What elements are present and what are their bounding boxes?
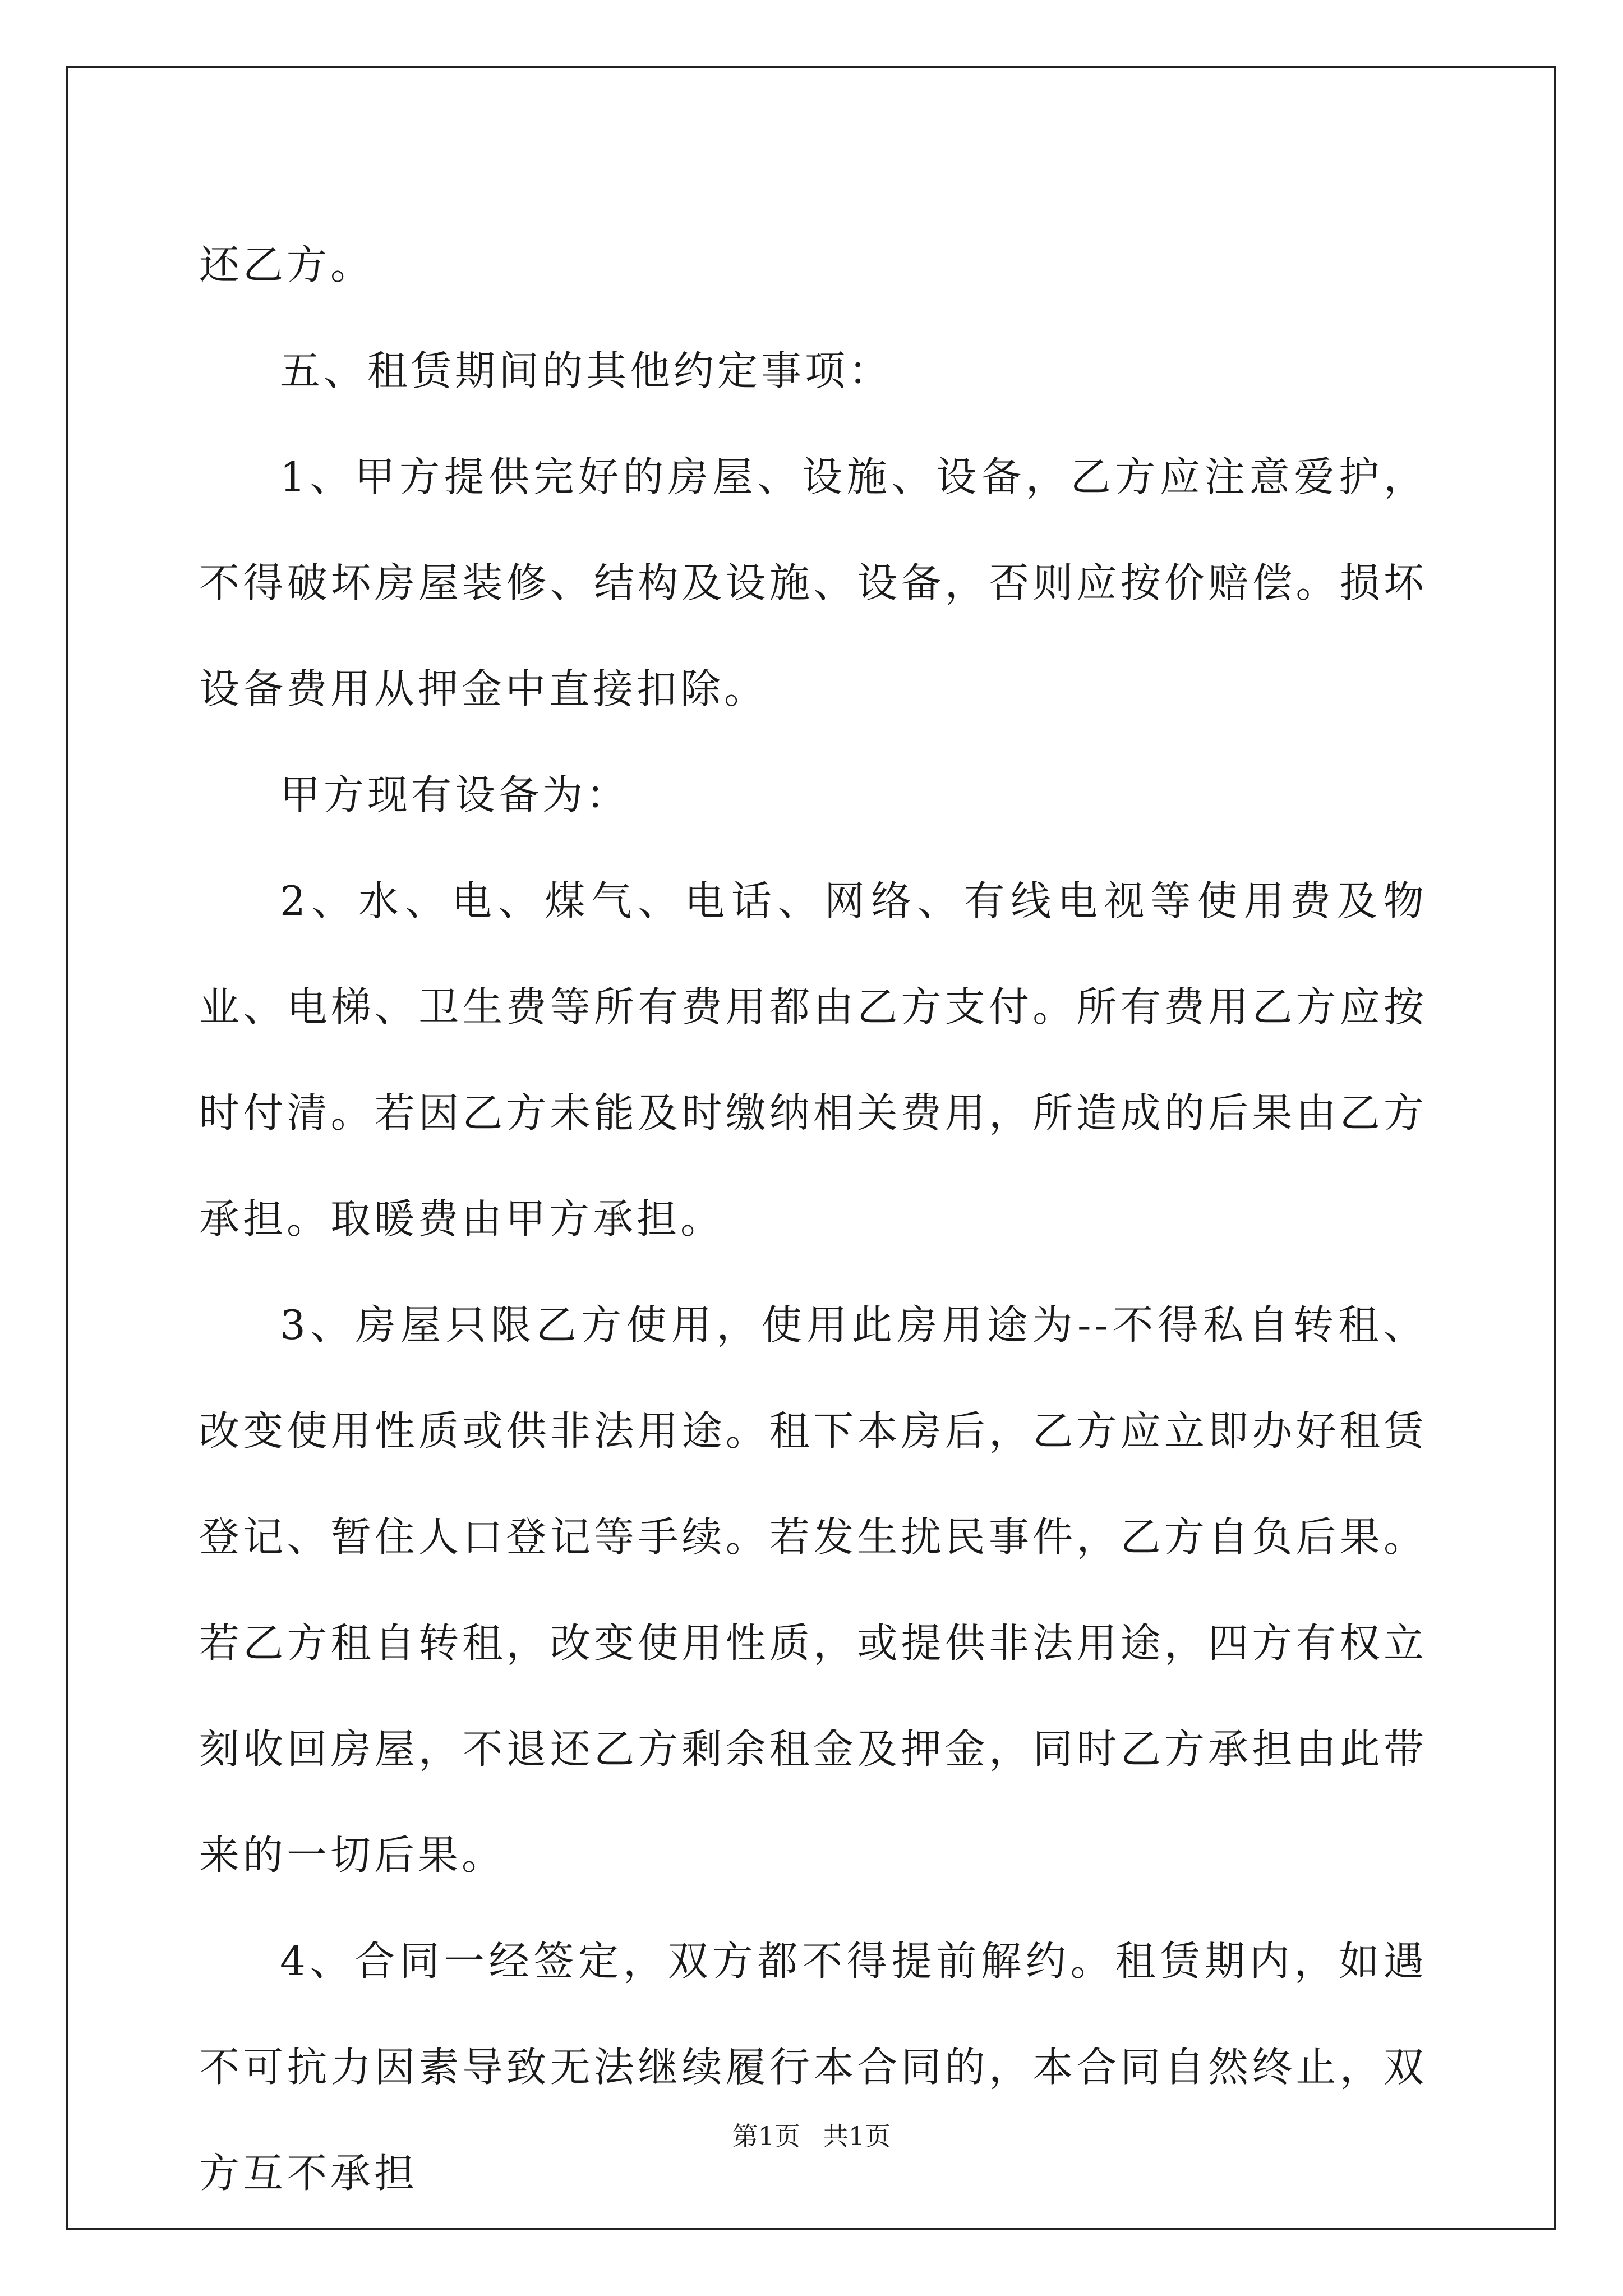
existing-equipment-label: 甲方现有设备为： [280, 771, 630, 818]
page-total: 共1页 [823, 2121, 891, 2151]
clause-1-facilities: 1、甲方提供完好的房屋、设施、设备，乙方应注意爱护，不得破坏房屋装修、结构及设施、设备，否则应按价赔偿。损坏设备费用从押金中直接扣除。 [199, 453, 1427, 712]
clause-2-fees: 2、水、电、煤气、电话、网络、有线电视等使用费及物业、电梯、卫生费等所有费用都由乙方支付。所有费用乙方应按时付清。若因乙方未能及时缴纳相关费用，所造成的后果由乙方承担。取暖费由甲方承担。 [199, 877, 1427, 1243]
clause-4-termination: 4、合同一经签定，双方都不得提前解约。租赁期内，如遇不可抗力因素导致无法继续履行本合同的，本合同自然终止，双方互不承担 [199, 1938, 1427, 2197]
document-body [199, 212, 1427, 2226]
clause-3-usage: 3、房屋只限乙方使用，使用此房用途为--不得私自转租、改变使用性质或供非法用途。租下本房后，乙方应立即办好租赁登记、暂住人口登记等手续。若发生扰民事件，乙方自负后果。若乙方租自转租，改变使用性质，或提供非法用途，四方有权立刻收回房屋，不退还乙方剩余租金及押金，同时乙方承担由此带来的一切后果。 [199, 1301, 1427, 1879]
paragraph-continuation: 还乙方。 [199, 241, 375, 288]
section-heading-other-terms: 五、租赁期间的其他约定事项： [280, 347, 893, 394]
page-number: 第1页 [732, 2121, 800, 2151]
page-footer [0, 2119, 1623, 2153]
